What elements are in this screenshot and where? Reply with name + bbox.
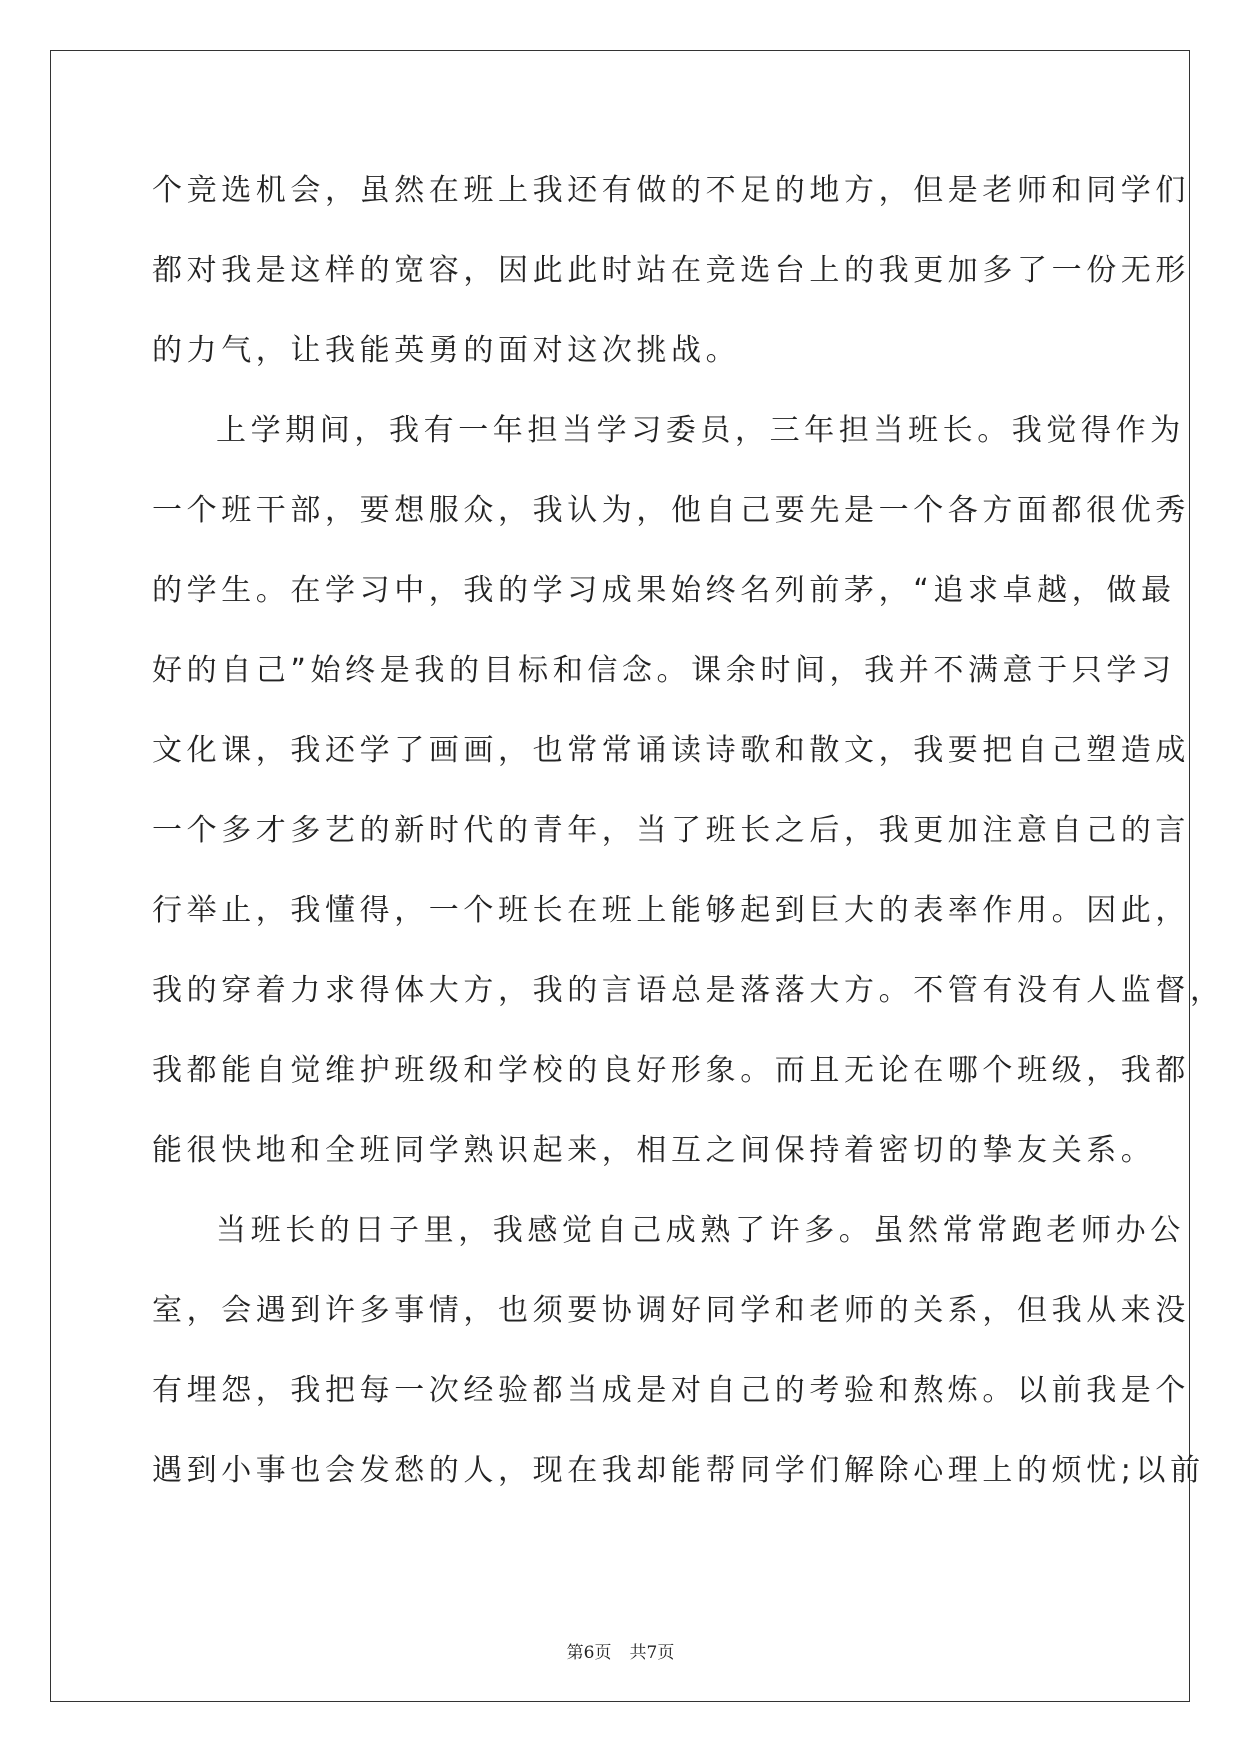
text-line: 行举止，我懂得，一个班长在班上能够起到巨大的表率作用。因此， [152,893,1190,928]
paragraph-start-line: 当班长的日子里，我感觉自己成熟了许多。虽然常常跑老师办公 [216,1213,1185,1248]
text-line: 能很快地和全班同学熟识起来，相互之间保持着密切的挚友关系。 [152,1133,1156,1168]
text-line: 都对我是这样的宽容，因此此时站在竞选台上的我更加多了一份无形 [152,253,1190,288]
document-body [152,162,1225,1522]
text-line: 室，会遇到许多事情，也须要协调好同学和老师的关系，但我从来没 [152,1293,1190,1328]
text-line: 遇到小事也会发愁的人，现在我却能帮同学们解除心理上的烦忧;以前 [152,1453,1205,1488]
text-line: 文化课，我还学了画画，也常常诵读诗歌和散文，我要把自己塑造成 [152,733,1190,768]
text-line: 的力气，让我能英勇的面对这次挑战。 [152,333,741,368]
text-line: 好的自己”始终是我的目标和信念。课余时间，我并不满意于只学习 [152,653,1176,688]
page-total: 共7页 [629,1643,675,1663]
text-line: 有埋怨，我把每一次经验都当成是对自己的考验和熬炼。以前我是个 [152,1373,1190,1408]
text-line: 一个班干部，要想服众，我认为，他自己要先是一个各方面都很优秀 [152,493,1190,528]
text-line: 我都能自觉维护班级和学校的良好形象。而且无论在哪个班级，我都 [152,1053,1190,1088]
text-line: 我的穿着力求得体大方，我的言语总是落落大方。不管有没有人监督， [152,973,1225,1008]
text-line: 一个多才多艺的新时代的青年，当了班长之后，我更加注意自己的言 [152,813,1190,848]
text-line: 的学生。在学习中，我的学习成果始终名列前茅，“追求卓越，做最 [152,573,1176,608]
page-footer [0,1638,1241,1663]
paragraph-start-line: 上学期间，我有一年担当学习委员，三年担当班长。我觉得作为 [216,413,1185,448]
text-line: 个竞选机会，虽然在班上我还有做的不足的地方，但是老师和同学们 [152,173,1190,208]
page-number: 第6页 [566,1643,612,1663]
